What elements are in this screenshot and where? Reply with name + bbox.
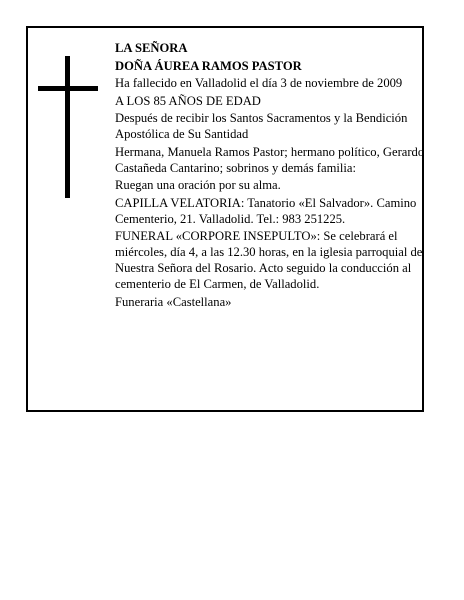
cross-vertical-bar xyxy=(65,56,70,198)
notice-text xyxy=(115,40,425,311)
cross-icon xyxy=(38,56,98,198)
cross-horizontal-bar xyxy=(38,86,98,91)
prayer-request: Ruegan una oración por su alma. xyxy=(115,178,281,192)
obituary-notice xyxy=(26,26,424,412)
death-statement: Ha fallecido en Valladolid el día 3 de noviembre de 2009 xyxy=(115,76,403,90)
sacraments-statement: Después de recibir los Santos Sacramentos y la Bendición Apostólica de Su Santidad xyxy=(115,111,408,141)
age-statement: A LOS 85 AÑOS DE EDAD xyxy=(115,93,261,108)
wake-details: CAPILLA VELATORIA: Tanatorio «El Salvador». Camino Cementerio, 21. Valladolid. Tel.: 983 251225. xyxy=(115,195,417,226)
notice-title: LA SEÑORA xyxy=(115,41,188,55)
family-list: Hermana, Manuela Ramos Pastor; hermano político, Gerardo Castañeda Cantarino; sobrinos y demás familia: xyxy=(115,144,425,175)
funeral-details: FUNERAL «CORPORE INSEPULTO»: Se celebrará el miércoles, día 4, a las 12.30 horas, en la iglesia parroquial de Nuestra Señora del Rosario. Acto seguido la conducción al cementerio de El Carmen, de Valladolid. xyxy=(115,229,423,291)
funeral-home: Funeraria «Castellana» xyxy=(115,294,232,309)
deceased-name: DOÑA ÁUREA RAMOS PASTOR xyxy=(115,58,302,73)
